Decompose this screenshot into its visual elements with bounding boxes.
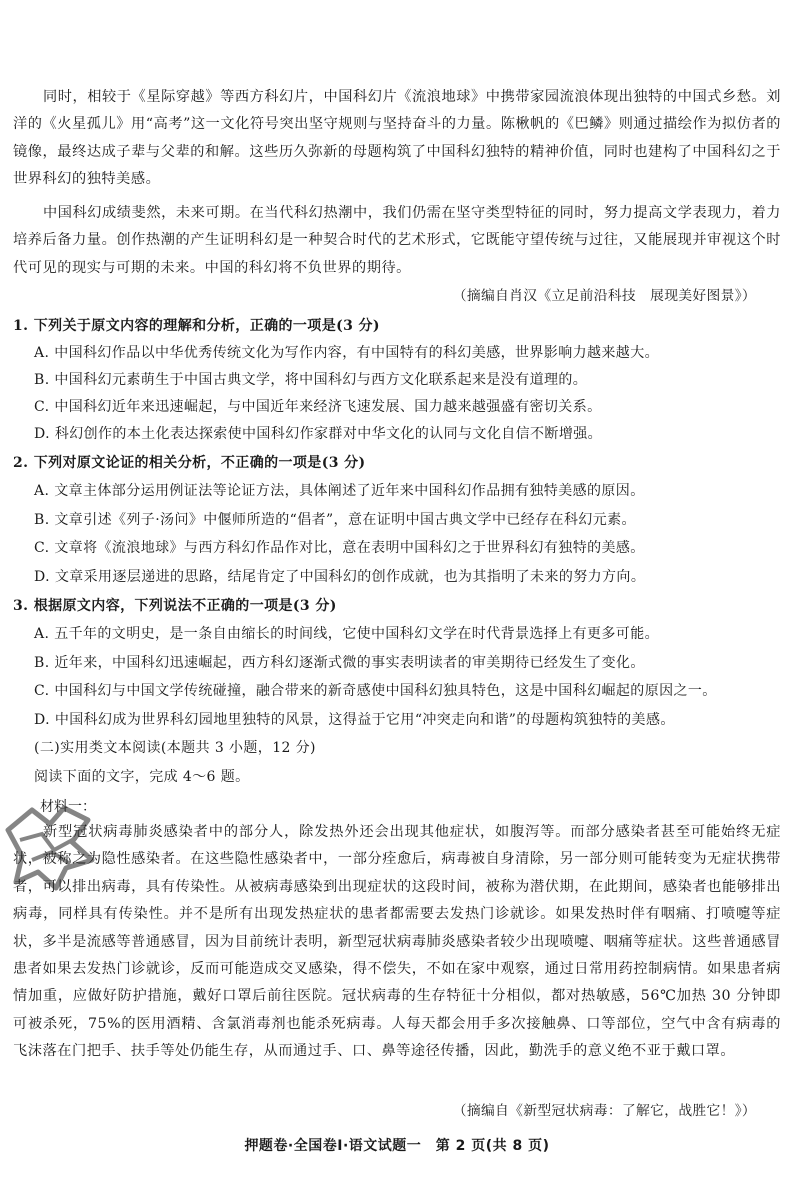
source-citation-2: （摘编自《新型冠状病毒：了解它，战胜它！》） <box>452 1103 756 1119</box>
body-paragraph-1: 同时，相较于《星际穿越》等西方科幻片，中国科幻片《流浪地球》中携带家园流浪体现出独特的中国式乡愁。刘洋的《火星孤儿》用“高考”这一文化符号突出坚守规则与坚持奋斗的力量。陈楸帆的《巴鳞》则通过描绘作为拟仿者的镜像，最终达成子辈与父辈的和解。这些历久弥新的母题构筑了中国科幻独特的精神价值，同时也建构了中国科幻之于世界科幻的独特美感。 <box>13 89 781 188</box>
question-3-option-b: B. 近年来，中国科幻迅速崛起，西方科幻逐渐式微的事实表明读者的审美期待已经发生了变化。 <box>34 655 645 671</box>
question-2-stem: 2. 下列对原文论证的相关分析，不正确的一项是(3 分) <box>13 455 366 471</box>
question-1-stem: 1. 下列关于原文内容的理解和分析，正确的一项是(3 分) <box>13 318 380 334</box>
question-1-option-a: A. 中国科幻作品以中华优秀传统文化为写作内容，有中国特有的科幻美感，世界影响力越来越大。 <box>34 345 660 361</box>
question-3-option-c: C. 中国科幻与中国文学传统碰撞，融合带来的新奇感使中国科幻独具特色，这是中国科幻崛起的原因之一。 <box>34 683 717 699</box>
question-1-option-d: D. 科幻创作的本土化表达探索使中国科幻作家群对中华文化的认同与文化自信不断增强。 <box>34 426 603 442</box>
question-3-option-d: D. 中国科幻成为世界科幻园地里独特的风景，这得益于它用“冲突走向和谐”的母题构筑独特的美感。 <box>34 712 675 728</box>
question-3-stem: 3. 根据原文内容，下列说法不正确的一项是(3 分) <box>13 598 337 614</box>
source-citation-1: （摘编自肖汉《立足前沿科技 展现美好图景》） <box>452 288 756 304</box>
question-3-option-a: A. 五千年的文明史，是一条自由缩长的时间线，它使中国科幻文学在时代背景选择上有更多可能。 <box>34 626 660 642</box>
question-2-option-a: A. 文章主体部分运用例证法等论证方法，具体阐述了近年来中国科幻作品拥有独特美感的原因。 <box>34 483 645 499</box>
page-footer: 押题卷·全国卷Ⅰ·语文试题一 第 2 页(共 8 页) <box>244 1138 550 1154</box>
question-1-option-c: C. 中国科幻近年来迅速崛起，与中国近年来经济飞速发展、国力越来越强盛有密切关系。 <box>34 399 602 415</box>
material-paragraph: 新型冠状病毒肺炎感染者中的部分人，除发热外还会出现其他症状，如腹泻等。而部分感染者甚至可能始终无症状，被称之为隐性感染者。在这些隐性感染者中，一部分痊愈后，病毒被自身清除，另一部分则可能转变为无症状携带者，可以排出病毒，具有传染性。从被病毒感染到出现症状的这段时间，被称为潜伏期，在此期间，感染者也能够排出病毒，同样具有传染性。并不是所有出现发热症状的患者都需要去发热门诊就诊。如果发热时伴有咽痛、打喷嚏等症状，多半是流感等普通感冒，因为目前统计表明，新型冠状病毒肺炎感染者较少出现喷嚏、咽痛等症状。这些普通感冒患者如果去发热门诊就诊，反而可能造成交叉感染，得不偿失，不如在家中观察，通过日常用药控制病情。如果患者病情加重，应做好防护措施，戴好口罩后前往医院。冠状病毒的生存特征十分相似，都对热敏感，56℃加热 30 分钟即可被杀死，75%的医用酒精、含氯消毒剂也能杀死病毒。人每天都会用手多次接触鼻、口等部位，空气中含有病毒的飞沫落在门把手、扶手等处仍能生存，从而通过手、口、鼻等途径传播，因此，勤洗手的意义绝不亚于戴口罩。 <box>13 824 781 1060</box>
question-2-option-c: C. 文章将《流浪地球》与西方科幻作品作对比，意在表明中国科幻之于世界科幻有独特的美感。 <box>34 540 645 556</box>
material-label: 材料一： <box>40 799 96 815</box>
question-2-option-d: D. 文章采用逐层递进的思路，结尾肯定了中国科幻的创作成就，也为其指明了未来的努力方向。 <box>34 569 646 585</box>
question-2-option-b: B. 文章引述《列子·汤问》中偃师所造的“倡者”，意在证明中国古典文学中已经存在科幻元素。 <box>34 512 636 528</box>
section-title: (二)实用类文本阅读(本题共 3 小题，12 分) <box>34 740 316 756</box>
question-1-option-b: B. 中国科幻元素萌生于中国古典文学，将中国科幻与西方文化联系起来是没有道理的。 <box>34 372 588 388</box>
reading-instruction: 阅读下面的文字，完成 4～6 题。 <box>34 769 250 785</box>
body-paragraph-2: 中国科幻成绩斐然，未来可期。在当代科幻热潮中，我们仍需在坚守类型特征的同时，努力提高文学表现力，着力培养后备力量。创作热潮的产生证明科幻是一种契合时代的艺术形式，它既能守望传统与过往，又能展现并审视这个时代可见的现实与可期的未来。中国的科幻将不负世界的期待。 <box>13 205 781 276</box>
